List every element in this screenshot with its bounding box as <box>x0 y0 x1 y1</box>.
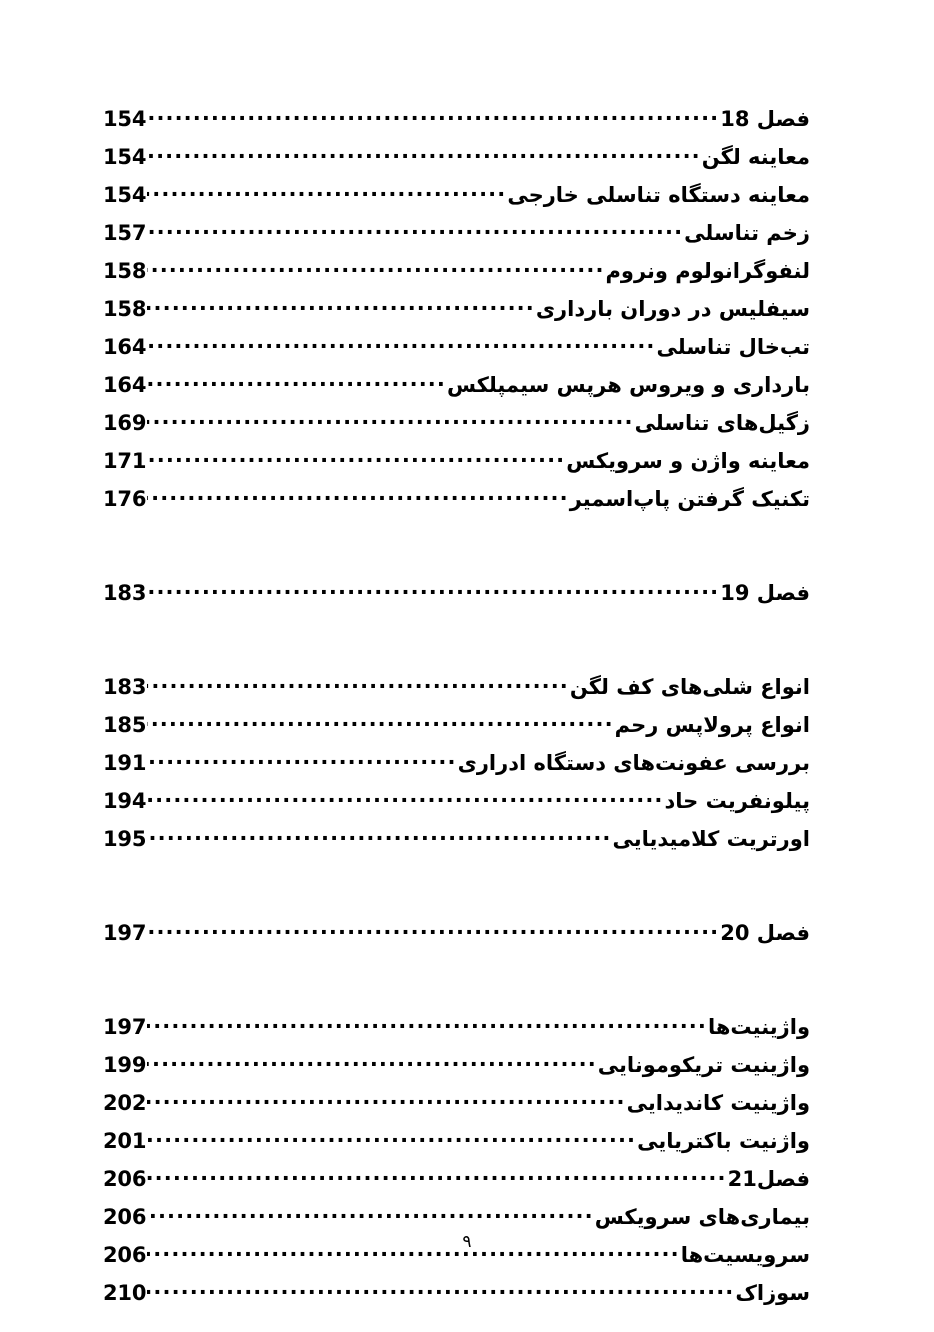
toc-entry-list <box>103 104 812 1316</box>
toc-entry-title: پیلونفریت حاد <box>664 789 810 813</box>
toc-entry-row[interactable] <box>103 1278 812 1316</box>
toc-entry-title: معاینه لگن <box>701 145 810 169</box>
toc-page-number: 169 <box>103 411 147 435</box>
page-folio-number: ۹ <box>462 1232 472 1252</box>
toc-page-number: 201 <box>103 1129 147 1153</box>
toc-page-number: 210 <box>103 1281 147 1305</box>
toc-page-number: 206 <box>103 1205 147 1229</box>
toc-dot-leader <box>147 748 456 770</box>
toc-page-number: 154 <box>103 183 147 207</box>
toc-entry-title: سوزاک <box>735 1281 810 1305</box>
toc-entry-row[interactable] <box>103 294 812 332</box>
toc-page-number: 158 <box>103 259 147 283</box>
toc-dot-leader <box>147 1202 593 1224</box>
toc-dot-leader <box>147 672 569 694</box>
toc-dot-leader <box>147 256 604 278</box>
toc-chapter-title: فصل 20 <box>720 921 810 945</box>
toc-page-number: 194 <box>103 789 147 813</box>
toc-entry-title: بررسی عفونت‌های دستگاه ادراری <box>457 751 810 775</box>
toc-dot-leader <box>147 1164 726 1186</box>
toc-entry-row[interactable] <box>103 1050 812 1088</box>
toc-page-number: 199 <box>103 1053 147 1077</box>
toc-dot-leader <box>147 1050 597 1072</box>
toc-entry-row[interactable] <box>103 710 812 748</box>
toc-entry-title: تکنیک گرفتن پاپ‌اسمیر <box>569 487 810 511</box>
toc-page-number: 183 <box>103 675 147 699</box>
toc-entry-row[interactable] <box>103 1126 812 1164</box>
toc-page-number: 185 <box>103 713 147 737</box>
toc-dot-leader <box>147 446 565 468</box>
toc-entry-title: تب‌خال تناسلی <box>656 335 810 359</box>
toc-page-number: 158 <box>103 297 147 321</box>
toc-dot-leader <box>147 294 535 316</box>
toc-dot-leader <box>147 1126 636 1148</box>
toc-dot-leader <box>147 1088 625 1110</box>
toc-entry-title: معاینه دستگاه تناسلی خارجی <box>507 183 810 207</box>
toc-entry-row[interactable] <box>103 672 812 710</box>
toc-dot-leader <box>147 824 611 846</box>
toc-dot-leader <box>147 408 633 430</box>
toc-page-number: 183 <box>103 581 147 605</box>
toc-page-number: 171 <box>103 449 147 473</box>
toc-dot-leader <box>147 578 719 600</box>
toc-entry-row[interactable] <box>103 484 812 522</box>
toc-dot-leader <box>147 1278 734 1300</box>
toc-entry-title: واژینیت تریکومونایی <box>597 1053 810 1077</box>
toc-entry-row[interactable] <box>103 332 812 370</box>
toc-entry-row[interactable] <box>103 786 812 824</box>
toc-page-number: 154 <box>103 145 147 169</box>
toc-chapter-row[interactable] <box>103 1164 812 1202</box>
toc-page-number: 206 <box>103 1167 147 1191</box>
toc-dot-leader <box>147 180 506 202</box>
toc-entry-title: بیماری‌های سرویکس <box>594 1205 810 1229</box>
toc-page-number: 154 <box>103 107 147 131</box>
toc-entry-title: انواع شلی‌های کف لگن <box>569 675 810 699</box>
toc-chapter-row[interactable] <box>103 578 812 616</box>
toc-chapter-row[interactable] <box>103 918 812 956</box>
toc-entry-row[interactable] <box>103 142 812 180</box>
toc-entry-title: معاینه واژن و سرویکس <box>566 449 810 473</box>
toc-entry-row[interactable] <box>103 824 812 862</box>
toc-entry-row[interactable] <box>103 748 812 786</box>
toc-dot-leader <box>147 484 568 506</box>
toc-page-number: 195 <box>103 827 147 851</box>
toc-page-number: 176 <box>103 487 147 511</box>
toc-entry-row[interactable] <box>103 370 812 408</box>
toc-entry-row[interactable] <box>103 1012 812 1050</box>
toc-dot-leader <box>147 218 683 240</box>
toc-entry-row[interactable] <box>103 408 812 446</box>
toc-page-number: 157 <box>103 221 147 245</box>
toc-entry-row[interactable] <box>103 180 812 218</box>
toc-entry-row[interactable] <box>103 218 812 256</box>
toc-chapter-title: فصل 18 <box>720 107 810 131</box>
toc-chapter-row[interactable] <box>103 104 812 142</box>
toc-dot-leader <box>147 1012 707 1034</box>
toc-dot-leader <box>147 786 663 808</box>
toc-entry-row[interactable] <box>103 1088 812 1126</box>
toc-entry-title: اورتریت کلامیدیایی <box>612 827 810 851</box>
toc-page-number: 191 <box>103 751 147 775</box>
toc-dot-leader <box>147 104 719 126</box>
toc-dot-leader <box>147 918 719 940</box>
toc-entry-title: واژنیت باکتریایی <box>637 1129 810 1153</box>
toc-entry-title: زگیل‌های تناسلی <box>634 411 810 435</box>
toc-entry-title: سرویسیت‌ها <box>680 1243 810 1267</box>
toc-page-number: 197 <box>103 1015 147 1039</box>
toc-entry-title: واژینیت‌ها <box>707 1015 810 1039</box>
toc-dot-leader <box>147 142 701 164</box>
toc-dot-leader <box>147 710 613 732</box>
toc-dot-leader <box>147 370 446 392</box>
toc-entry-row[interactable] <box>103 256 812 294</box>
toc-entry-title: بارداری و ویروس هرپس سیمپلکس <box>446 373 810 397</box>
toc-page-number: 206 <box>103 1243 147 1267</box>
toc-chapter-title: فصل 19 <box>720 581 810 605</box>
toc-page-number: 164 <box>103 335 147 359</box>
toc-entry-title: لنفوگرانولوم ونروم <box>605 259 810 283</box>
toc-entry-title: سیفلیس در دوران بارداری <box>535 297 810 321</box>
toc-entry-title: زخم تناسلی <box>684 221 810 245</box>
toc-entry-title: واژینیت کاندیدایی <box>626 1091 810 1115</box>
toc-page-number: 202 <box>103 1091 147 1115</box>
toc-dot-leader <box>147 332 655 354</box>
toc-entry-row[interactable] <box>103 446 812 484</box>
toc-chapter-title: فصل21 <box>727 1167 810 1191</box>
toc-entry-title: انواع پرولاپس رحم <box>614 713 810 737</box>
toc-page-number: 197 <box>103 921 147 945</box>
toc-page-number: 164 <box>103 373 147 397</box>
